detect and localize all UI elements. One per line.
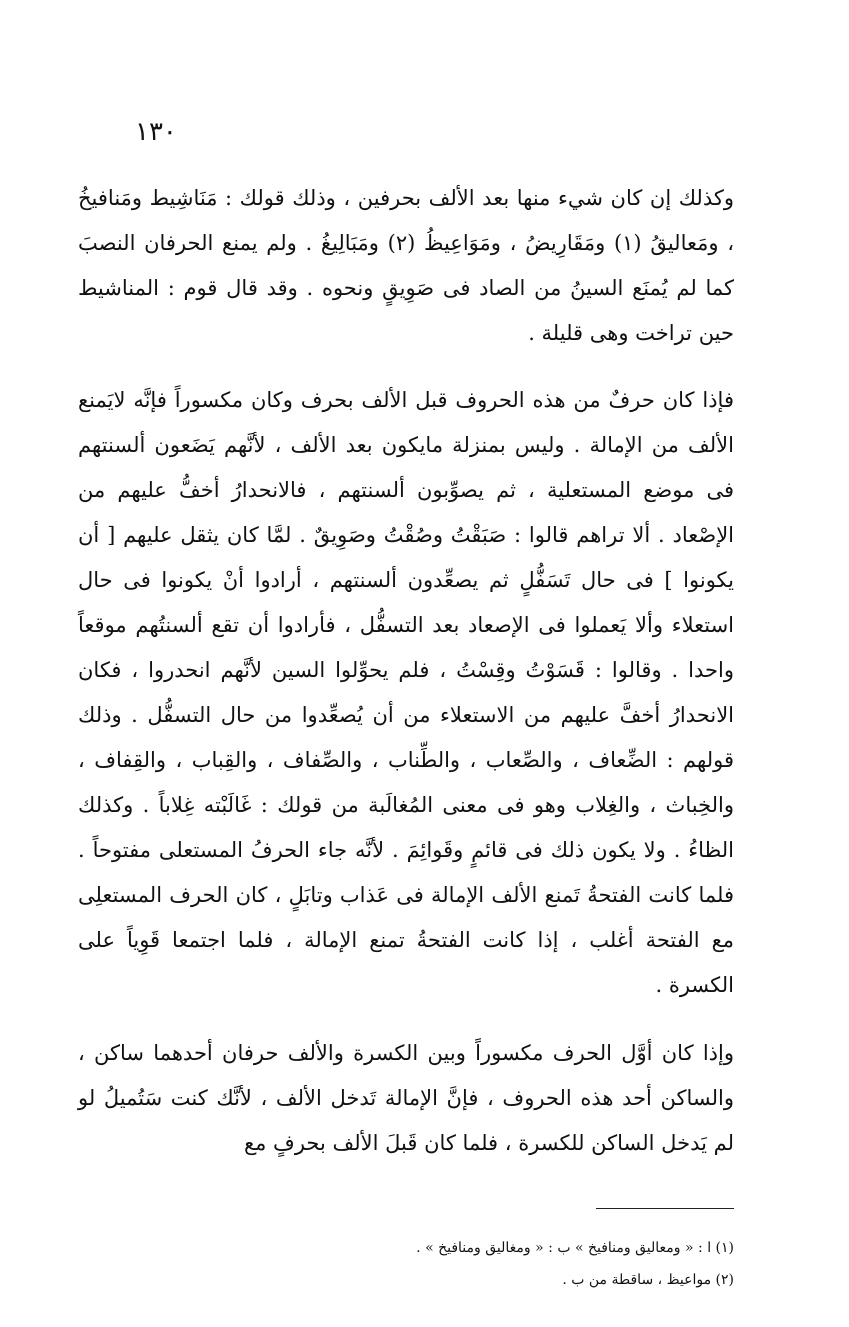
footnote-1: (١) ا : « ومعاليق ومنافيخ » ب : « ومغاليق ومنافيخ » . (416, 1240, 734, 1256)
paragraph-1-text: وكذلك إن كان شيء منها بعد الألف بحرفين ، وذلك قولك : مَنَاشِيط ومَنافيخُ ، ومَعاليقُ (١) ومَقَارِيضُ ، ومَوَاعِيظُ (٢) ومَبَالِيغُ . ولم يمنع الحرفان النصبَ كما لم يُمنَع السينُ من الصاد فى صَوِيقٍ ونحوه . وقد قال قوم : المناشيط حين تراخت وهى قليلة . (78, 186, 734, 345)
paragraph-2 (78, 378, 734, 1008)
paragraph-1 (78, 176, 734, 356)
page-number: ١٣٠ (135, 117, 177, 147)
paragraph-2-text: فإذا كان حرفٌ من هذه الحروف قبل الألف بحرف وكان مكسوراً فإنَّه لايَمنع الألف من الإمالة . وليس بمنزلة مايكون بعد الألف ، لأنَّهم يَضَعون ألسنتهم فى موضع المستعلية ، ثم يصوِّبون ألسنتهم ، فالانحدارُ أخفُّ عليهم من الإصْعاد . ألا تراهم قالوا : صَبَقْتُ وصُقْتُ وصَوِيقٌ . لمَّا كان يثقل عليهم [ أن يكونوا ] فى حال تَسَفُّلٍ ثم يصعِّدون ألسنتهم ، أرادوا أنْ يكونوا فى حال استعلاء وألا يَعملوا فى الإصعاد بعد التسفُّل ، فأرادوا أن تقع ألسنتُهم موقعاً واحدا . وقالوا : قَسَوْتُ وقِسْتُ ، فلم يحوِّلوا السين لأنَّهم انحدروا ، فكان الانحدارُ أخفَّ عليهم من الاستعلاء من أن يُصعِّدوا من حال التسفُّل . وذلك قولهم : الضِّعاف ، والصِّعاب ، والطِّناب ، والصِّفاف ، والقِباب ، والقِفاف ، والخِباث ، والغِلاب وهو فى معنى المُغالَبة من قولك : غَالَبْته غِلاباً . وكذلك الظاءُ . ولا يكون ذلك فى قائمٍ وقَوائِمَ . لأنَّه جاء الحرفُ المستعلى مفتوحاً . فلما كانت الفتحةُ تَمنع الألف الإمالة فى عَذاب وتابَلٍ ، كان الحرف المستعلِى مع الفتحة أغلب ، إذا كانت الفتحةُ تمنع الإمالة ، فلما اجتمعا قَوِياً على الكسرة . (78, 388, 734, 997)
paragraph-3-text: وإذا كان أوَّل الحرف مكسوراً وبين الكسرة والألف حرفان أحدهما ساكن ، والساكن أحد هذه الحروف ، فإنَّ الإمالة تَدخل الألف ، لأنَّك كنت سَتُميلُ لو لم يَدخل الساكن للكسرة ، فلما كان قَبلَ الألف بحرفٍ مع (78, 1041, 735, 1155)
footnote-divider (596, 1208, 734, 1209)
footnote-2: (٢) مواعيظ ، ساقطة من ب . (562, 1272, 734, 1288)
paragraph-3 (78, 1031, 734, 1166)
